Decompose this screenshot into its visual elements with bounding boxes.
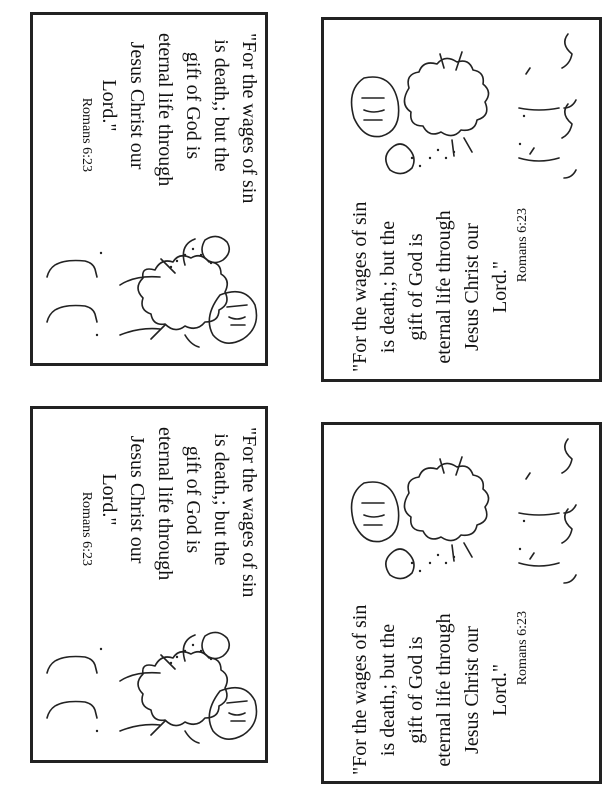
verse-line: Jesus Christ our xyxy=(126,435,148,564)
verse-line: "For the wages of sin xyxy=(238,33,260,204)
verse-card-top-left xyxy=(30,12,268,366)
verse-line: Lord." xyxy=(98,79,120,132)
verse-line: Jesus Christ our xyxy=(126,41,148,170)
verse-text xyxy=(77,33,263,204)
verse-reference: Romans 6:23 xyxy=(515,611,530,686)
verse-reference: Romans 6:23 xyxy=(515,208,530,283)
verse-line: is death,; but the xyxy=(210,39,232,172)
shepherd-with-lamb-icon xyxy=(334,28,599,188)
verse-line: "For the wages of sin xyxy=(238,427,260,598)
verse-reference: Romans 6:23 xyxy=(79,97,94,172)
verse-line: eternal life through xyxy=(433,613,455,767)
verse-card-bottom-right xyxy=(321,422,602,784)
verse-line: "For the wages of sin xyxy=(349,604,371,775)
verse-line: gift of God is xyxy=(182,51,204,160)
verse-reference: Romans 6:23 xyxy=(79,491,94,566)
verse-text xyxy=(77,427,263,598)
verse-line: Lord." xyxy=(489,260,511,314)
verse-line: eternal life through xyxy=(433,210,455,364)
verse-line: is death,; but the xyxy=(210,433,232,566)
verse-card-top-right xyxy=(321,17,602,382)
verse-line: is death,; but the xyxy=(377,623,399,757)
verse-line: "For the wages of sin xyxy=(349,201,371,372)
verse-line: gift of God is xyxy=(182,445,204,554)
shepherd-with-lamb-icon xyxy=(35,225,265,365)
verse-line: Lord." xyxy=(489,663,511,717)
verse-text xyxy=(346,202,532,372)
verse-line: is death,; but the xyxy=(377,220,399,354)
shepherd-with-lamb-icon xyxy=(334,433,599,593)
verse-line: eternal life through xyxy=(154,33,176,187)
verse-line: Lord." xyxy=(98,473,120,526)
verse-line: Jesus Christ our xyxy=(461,223,483,351)
verse-text xyxy=(346,605,532,775)
verse-line: eternal life through xyxy=(154,427,176,581)
verse-card-bottom-left xyxy=(30,406,268,763)
verse-line: Jesus Christ our xyxy=(461,626,483,754)
verse-line: gift of God is xyxy=(405,636,427,744)
verse-line: gift of God is xyxy=(405,233,427,341)
shepherd-with-lamb-icon xyxy=(35,621,265,761)
